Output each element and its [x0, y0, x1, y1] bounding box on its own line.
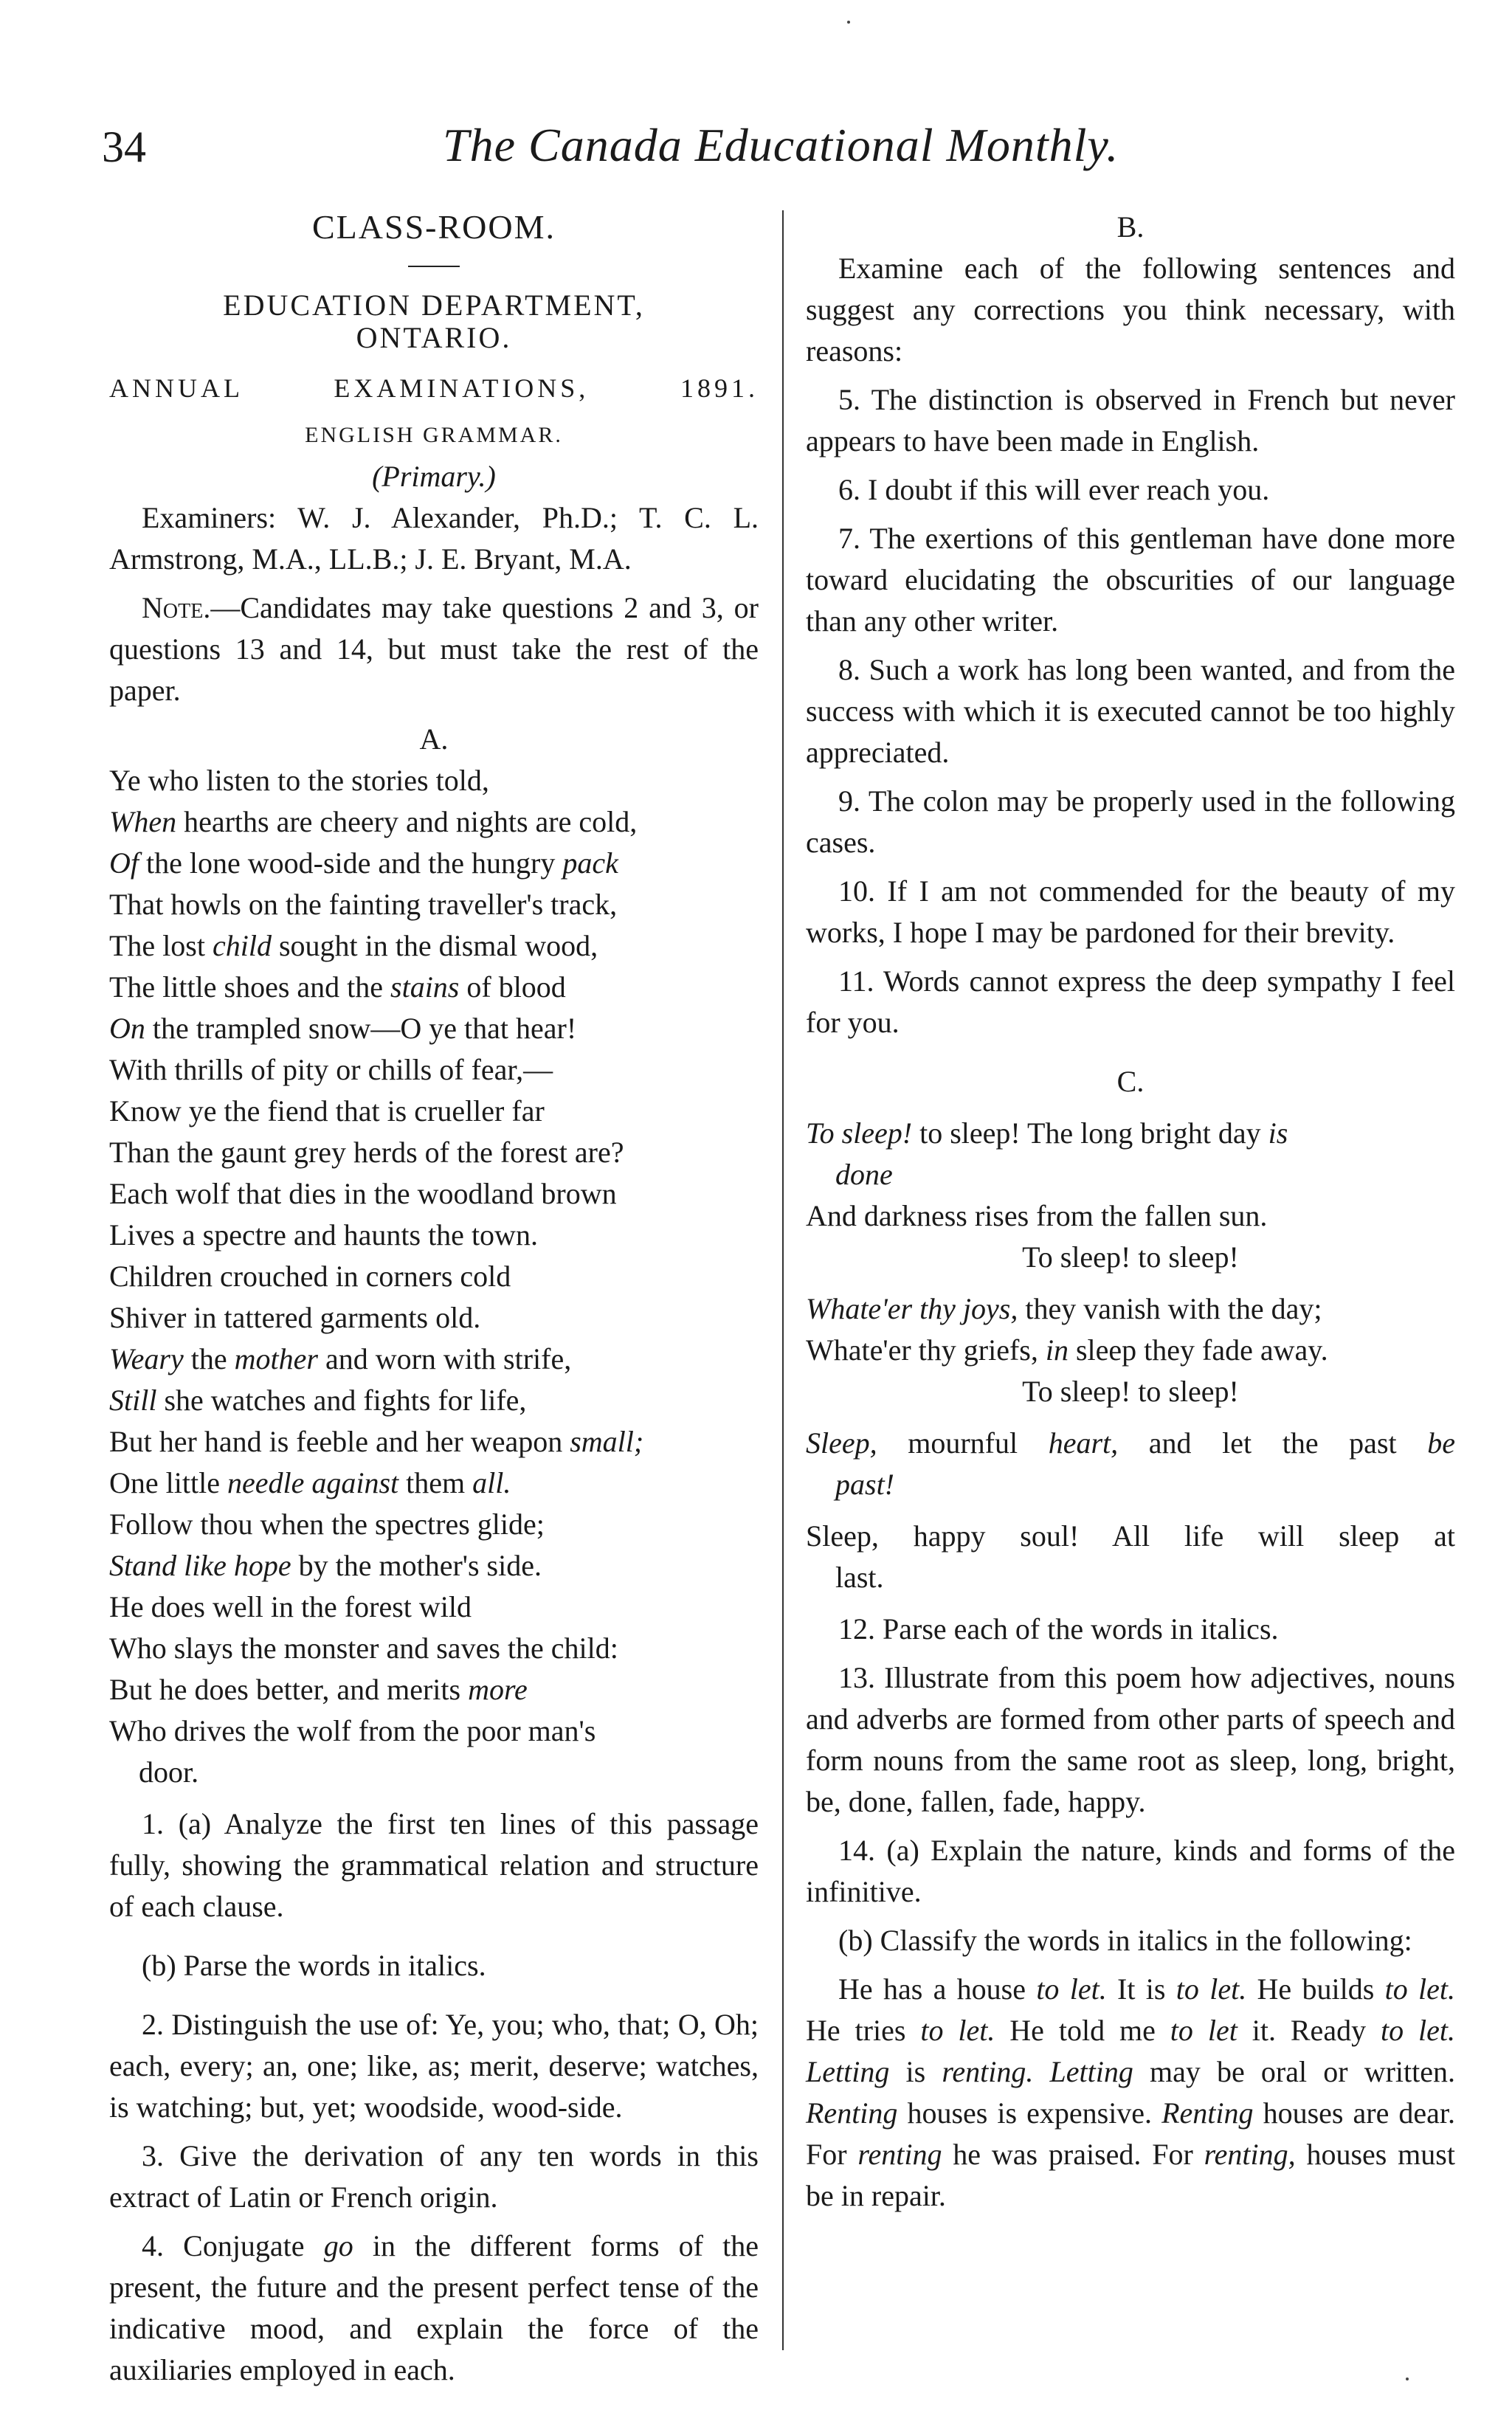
poem-italic-word: Of — [109, 846, 139, 880]
examiners: Examiners: W. J. Alexander, Ph.D.; T. C. L. Armstrong, M.A., LL.B.; J. E. Bryant, M.A. — [109, 501, 759, 576]
infinitive-examples — [806, 1969, 1455, 2217]
poem-text: The little shoes and the — [109, 970, 391, 1004]
poem-text: sought in the dismal wood, — [271, 929, 598, 962]
poem-text: and worn with strife, — [317, 1342, 572, 1375]
question-7: 7. The exertions of this gentleman have done more toward elucidating the obscurities of our language than any other writer. — [806, 522, 1455, 638]
poem-text: But he does better, and merits — [109, 1673, 469, 1706]
poem-text: by the mother's side. — [291, 1549, 542, 1582]
poem-italic-word: more — [468, 1673, 528, 1706]
example-italic: Renting — [806, 2096, 898, 2130]
example-italic: to let. — [1384, 1972, 1456, 2006]
note-text: —Candidates may take questions 2 and 3, or questions 13 and 14, but must take the rest of the paper. — [109, 591, 759, 707]
poem-c-italic: Whate'er thy joys, — [806, 1292, 1018, 1325]
poem-c-line-8-cont: last. — [835, 1561, 884, 1594]
example-text: He has a house — [838, 1972, 1037, 2006]
print-speck — [1406, 2378, 1409, 2380]
poem-c-line-1 — [806, 1113, 1455, 1154]
question-9: 9. The colon may be properly used in the following cases. — [806, 784, 1455, 859]
example-text: he was praised. For — [942, 2138, 1204, 2171]
question-4-end: in the different forms of the present, the future and the present perfect tense of the indicative mood, and explain the force of the auxiliaries employed in each. — [109, 2229, 759, 2386]
part-b-heading: B. — [1116, 210, 1145, 244]
question-14b: (b) Classify the words in italics in the following: — [838, 1924, 1412, 1957]
example-italic: renting. — [942, 2055, 1034, 2088]
example-text: houses are dear. For — [806, 2096, 1455, 2171]
example-text: It is — [1106, 1972, 1176, 2006]
example-text: may be oral or written. — [1133, 2055, 1455, 2088]
poem-text: Know ye the fiend that is crueller far — [109, 1094, 545, 1128]
poem-text: Children crouched in corners cold — [109, 1260, 511, 1293]
poem-italic-word: needle against — [227, 1466, 399, 1499]
question-10: 10. If I am not commended for the beauty of my works, I hope I may be pardoned for their brevity. — [806, 874, 1455, 949]
poem-text: Who drives the wolf from the poor man's — [109, 1714, 596, 1747]
poem-line — [109, 801, 759, 843]
journal-title: The Canada Educational Monthly. — [443, 119, 1119, 171]
poem-text: With thrills of pity or chills of fear,— — [109, 1053, 553, 1086]
poem-italic-word: Still — [109, 1384, 157, 1417]
print-speck — [847, 21, 850, 24]
right-column — [806, 199, 1455, 2224]
poem-c-italic: is — [1268, 1116, 1288, 1150]
poem-text: Shiver in tattered garments old. — [109, 1301, 481, 1334]
poem-italic-word: all. — [472, 1466, 511, 1499]
poem-text: Each wolf that dies in the woodland brown — [109, 1177, 617, 1210]
column-divider — [782, 210, 784, 2350]
poem-line — [109, 1752, 759, 1793]
poem-c-text: Whate'er thy griefs, — [806, 1333, 1046, 1367]
example-italic: to let. — [1381, 2014, 1456, 2047]
poem-c-line-1-cont: done — [835, 1158, 893, 1191]
example-italic: to let. — [1036, 1972, 1107, 2006]
poem-italic-word: mother — [234, 1342, 318, 1375]
poem-c-line-7 — [806, 1423, 1455, 1464]
level-heading: (Primary.) — [372, 460, 496, 493]
poem-line — [109, 1091, 759, 1132]
poem-c-text: to sleep! The long bright day — [912, 1116, 1268, 1150]
poem-italic-word: When — [109, 805, 177, 838]
poem-line — [109, 1380, 759, 1421]
example-italic: to let. — [920, 2014, 995, 2047]
poem-line — [109, 1297, 759, 1339]
poem-line — [109, 1173, 759, 1215]
part-c-heading: C. — [1116, 1065, 1145, 1098]
poem-text: Lives a spectre and haunts the town. — [109, 1218, 538, 1251]
poem-c-line-4 — [806, 1288, 1455, 1330]
poem-text: He does well in the forest wild — [109, 1590, 472, 1623]
note-label: Note. — [142, 591, 211, 624]
example-text: houses is expensive. — [897, 2096, 1162, 2130]
poem-italic-word: child — [212, 929, 272, 962]
poem-italic-word: small; — [570, 1425, 644, 1458]
left-column — [109, 199, 759, 2398]
poem-c-italic: Sleep, — [806, 1426, 877, 1460]
poem-italic-word: Weary — [109, 1342, 184, 1375]
question-1b: (b) Parse the words in italics. — [142, 1949, 486, 1982]
example-text: it. Ready — [1237, 2014, 1381, 2047]
poem-c-italic: To sleep! — [806, 1116, 913, 1150]
poem-text: of blood — [459, 970, 566, 1004]
poem-line — [109, 1545, 759, 1586]
poem-text: That howls on the fainting traveller's track, — [109, 888, 618, 921]
poem-c-italic: in — [1045, 1333, 1069, 1367]
section-heading: CLASS-ROOM. — [311, 208, 556, 246]
part-a-heading: A. — [419, 722, 449, 756]
department-line-2: ONTARIO. — [356, 321, 512, 354]
poem-line — [109, 843, 759, 884]
part-b-intro: Examine each of the following sentences and suggest any corrections you think necessary, with reasons: — [806, 252, 1455, 367]
poem-line — [109, 1049, 759, 1091]
poem-line — [109, 1132, 759, 1173]
poem-text: The lost — [109, 929, 213, 962]
question-2: 2. Distinguish the use of: Ye, you; who, that; O, Oh; each, every; an, one; like, as; merit, deserve; watches, is watching; but, yet; woodside, wood-side. — [109, 2008, 759, 2124]
question-8: 8. Such a work has long been wanted, and from the success with which it is executed cannot be too highly appreciated. — [806, 653, 1455, 769]
poem-text: the trampled snow—O ye that hear! — [145, 1012, 577, 1045]
example-italic: renting, — [1204, 2138, 1296, 2171]
poem-text: she watches and fights for life, — [156, 1384, 527, 1417]
poem-line — [109, 1339, 759, 1380]
example-italic: Letting — [806, 2055, 890, 2088]
heading-rule — [408, 266, 460, 267]
poem-c-line-6: To sleep! to sleep! — [1022, 1375, 1239, 1408]
poem-c-line-7-cont: past! — [835, 1468, 894, 1501]
question-4-italic: go — [323, 2229, 353, 2262]
poem-line — [109, 884, 759, 925]
poem-line — [109, 1710, 759, 1752]
poem-line — [109, 1256, 759, 1297]
poem-line — [109, 1669, 759, 1710]
department-line-1: EDUCATION DEPARTMENT, — [223, 289, 645, 322]
example-text: He builds — [1246, 1972, 1385, 2006]
example-text — [1033, 2055, 1049, 2088]
poem-text: Ye who listen to the stories told, — [109, 764, 489, 797]
poem-text: them — [398, 1466, 473, 1499]
poem-line — [109, 1463, 759, 1504]
poem-c-line-5 — [806, 1330, 1455, 1371]
poem-c-line-3: To sleep! to sleep! — [1022, 1240, 1239, 1274]
poem-line — [109, 1628, 759, 1669]
poem-c-italic: be — [1427, 1426, 1455, 1460]
poem-c-text: sleep they fade away. — [1068, 1333, 1328, 1367]
question-3: 3. Give the derivation of any ten words in this extract of Latin or French origin. — [109, 2139, 759, 2214]
poem-text: One little — [109, 1466, 227, 1499]
question-4 — [109, 2226, 759, 2391]
example-text: houses must be in repair. — [806, 2138, 1455, 2212]
subject-heading: ENGLISH GRAMMAR. — [305, 423, 563, 447]
poem-line — [109, 1215, 759, 1256]
note — [109, 587, 759, 711]
poem-c — [806, 1113, 1455, 1598]
poem-line — [109, 760, 759, 801]
question-14a: 14. (a) Explain the nature, kinds and forms of the infinitive. — [806, 1834, 1455, 1908]
example-italic: renting — [857, 2138, 942, 2171]
example-italic: to let. — [1176, 1972, 1247, 2006]
example-text: He told me — [995, 2014, 1170, 2047]
example-text: is — [889, 2055, 942, 2088]
example-italic: to let — [1170, 2014, 1237, 2047]
page-number: 34 — [102, 122, 146, 171]
poem-italic-word: pack — [562, 846, 618, 880]
poem-text: Than the gaunt grey herds of the forest are? — [109, 1136, 624, 1169]
poem-line — [109, 925, 759, 967]
poem-c-text: they vanish with the day; — [1018, 1292, 1322, 1325]
poem-c-line-8: Sleep, happy soul! All life will sleep at — [806, 1519, 1455, 1553]
poem-italic-word: On — [109, 1012, 145, 1045]
poem-text: hearths are cheery and nights are cold, — [176, 805, 638, 838]
poem-text: the lone wood-side and the hungry — [139, 846, 563, 880]
example-italic: Letting — [1049, 2055, 1133, 2088]
poem-italic-word: stains — [390, 970, 460, 1004]
poem-text: the — [183, 1342, 235, 1375]
poem-c-text: mournful — [877, 1426, 1049, 1460]
question-5: 5. The distinction is observed in French but never appears to have been made in English. — [806, 383, 1455, 457]
example-italic: Renting — [1161, 2096, 1254, 2130]
question-11: 11. Words cannot express the deep sympathy I feel for you. — [806, 964, 1455, 1039]
poem-line — [109, 1421, 759, 1463]
poem-c-line-2: And darkness rises from the fallen sun. — [806, 1199, 1268, 1232]
poem-line — [109, 1504, 759, 1545]
question-6: 6. I doubt if this will ever reach you. — [838, 473, 1270, 506]
poem-text: Follow thou when the spectres glide; — [109, 1508, 545, 1541]
example-text: He tries — [806, 2014, 921, 2047]
poem — [109, 760, 759, 1793]
poem-text: Who slays the monster and saves the child: — [109, 1631, 618, 1665]
poem-line — [109, 1586, 759, 1628]
poem-italic-word: Stand like hope — [109, 1549, 291, 1582]
poem-c-text: and let the past — [1118, 1426, 1428, 1460]
poem-c-italic: heart, — [1048, 1426, 1119, 1460]
question-13: 13. Illustrate from this poem how adjectives, nouns and adverbs are formed from other parts of speech and form nouns from the same root as sleep, long, bright, be, done, fallen, fade, happy. — [806, 1661, 1455, 1818]
question-1a: 1. (a) Analyze the first ten lines of this passage fully, showing the grammatical relation and structure of each clause. — [109, 1807, 759, 1923]
poem-line — [109, 1008, 759, 1049]
poem-text: But her hand is feeble and her weapon — [109, 1425, 570, 1458]
question-12: 12. Parse each of the words in italics. — [838, 1612, 1279, 1646]
poem-line — [109, 967, 759, 1008]
annual-examinations: ANNUAL EXAMINATIONS, 1891. — [109, 373, 759, 403]
question-4-start: 4. Conjugate — [142, 2229, 324, 2262]
poem-text: door. — [139, 1755, 199, 1789]
